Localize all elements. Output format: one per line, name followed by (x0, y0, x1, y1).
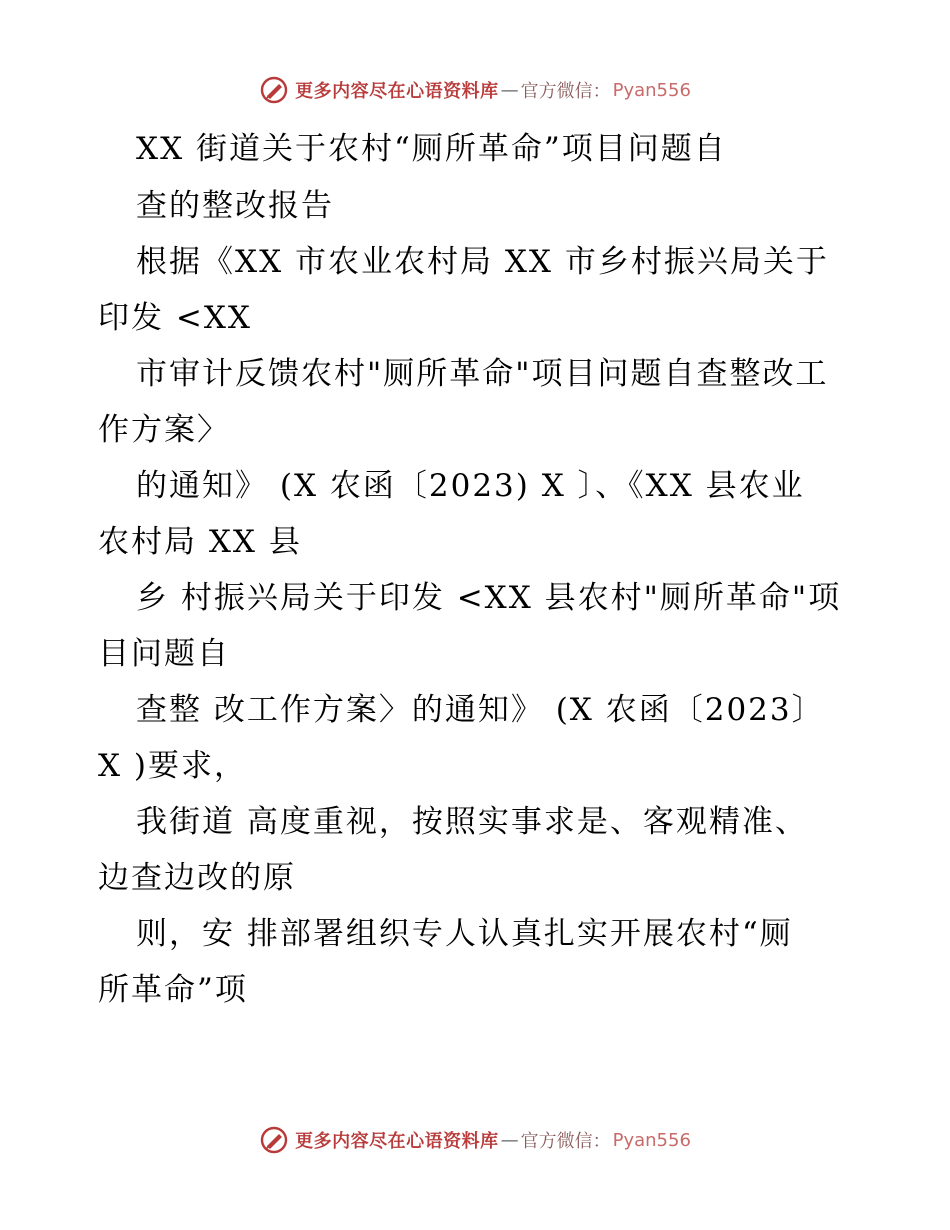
paragraph-line: 的通知》 (X 农函〔2023) X 〕、《XX 县农业 (136, 468, 805, 504)
watermark-dash: — (500, 79, 519, 101)
document-body (98, 120, 868, 1018)
paragraph-line: 目问题自 (98, 636, 230, 672)
paragraph-line: 作方案〉 (98, 412, 230, 448)
watermark-dash: — (500, 1129, 519, 1151)
title-line-2: 查的整改报告 (136, 188, 334, 224)
watermark-main-text: 更多内容尽在心语资料库 (295, 81, 499, 102)
footer-watermark (0, 1122, 950, 1158)
paragraph-line: 则，安 排部署组织专人认真扎实开展农村“厕 (136, 916, 793, 952)
paragraph-line: 农村局 XX 县 (98, 524, 302, 560)
quill-pen-seal-icon (259, 1125, 289, 1155)
paragraph-line: 市审计反馈农村"厕所革命"项目问题自查整改工 (136, 356, 829, 392)
paragraph-line: 印发 <XX (98, 300, 252, 336)
paragraph-line: X )要求， (98, 748, 248, 784)
paragraph-line: 乡 村振兴局关于印发 <XX 县农村"厕所革命"项 (136, 580, 842, 616)
watermark-wechat-id: Pyan556 (612, 79, 691, 101)
paragraph-line: 根据《XX 市农业农村局 XX 市乡村振兴局关于 (136, 244, 829, 280)
watermark-wechat-label: 官方微信： (520, 81, 611, 102)
paragraph-line: 查整 改工作方案〉的通知》 (X 农函〔2023〕 (136, 692, 825, 728)
paragraph-line: 所革命”项 (98, 972, 248, 1008)
watermark-main-text: 更多内容尽在心语资料库 (295, 1131, 499, 1152)
watermark-wechat-label: 官方微信： (520, 1131, 611, 1152)
title-line-1: XX 街道关于农村“厕所革命”项目问题自 (136, 131, 727, 167)
watermark-wechat-id: Pyan556 (612, 1129, 691, 1151)
quill-pen-seal-icon (259, 75, 289, 105)
paragraph-line: 边查边改的原 (98, 860, 296, 896)
header-watermark (0, 72, 950, 108)
paragraph-line: 我街道 高度重视，按照实事求是、客观精准、 (136, 804, 808, 840)
